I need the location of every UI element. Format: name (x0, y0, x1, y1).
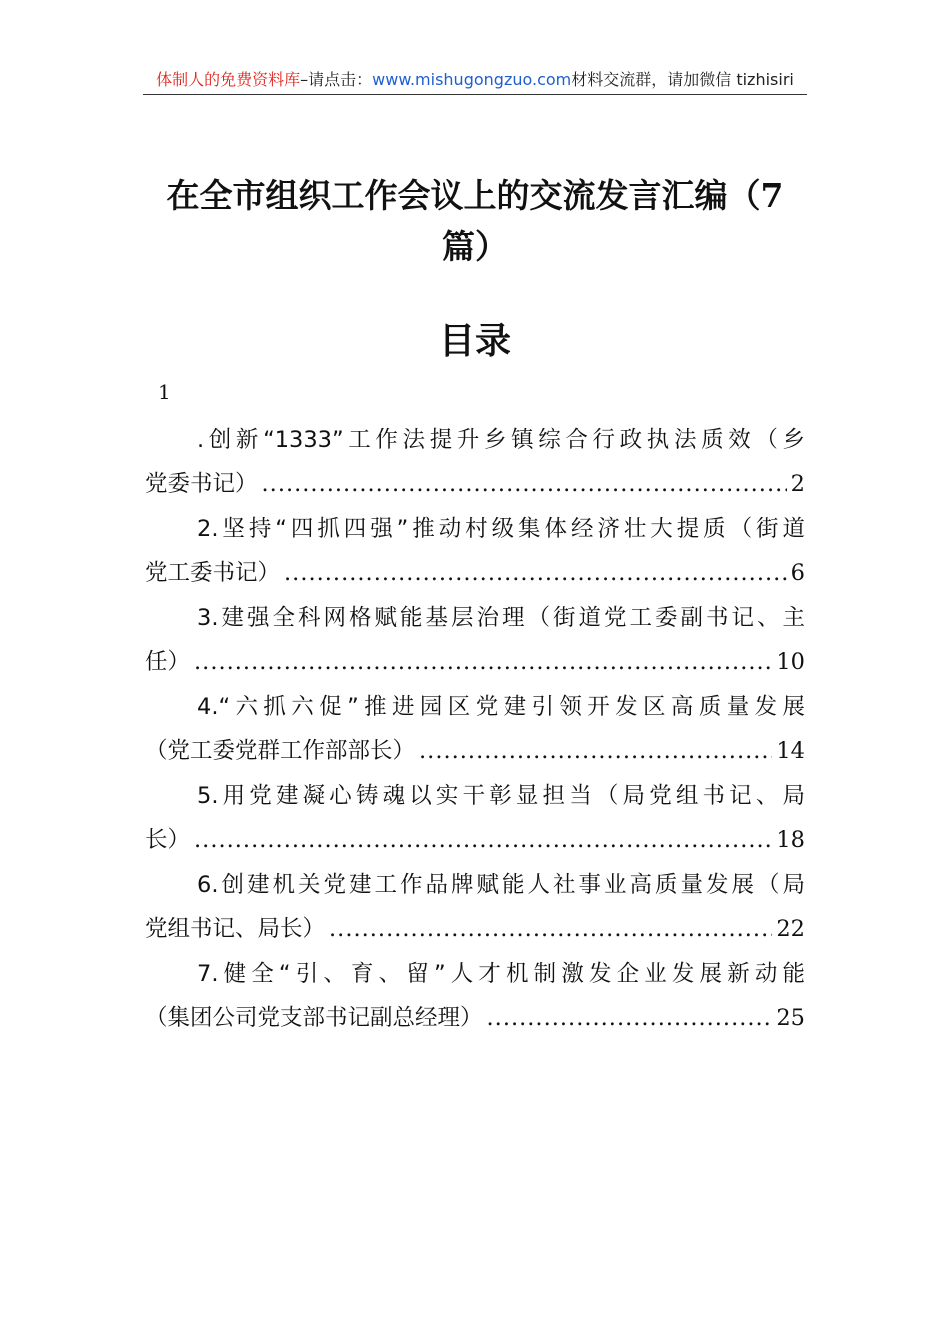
table-of-contents (145, 418, 805, 1041)
toc-entry-title: 3.建强全科网格赋能基层治理（街道党工委副书记、主 (197, 605, 805, 631)
toc-entry-title: 7.健全“引、育、留”人才机制激发企业发展新动能 (197, 961, 805, 987)
toc-page-number: 25 (776, 1005, 805, 1031)
toc-page-number: 6 (790, 560, 805, 586)
header-brand: 体制人的免费资料库 (156, 70, 301, 89)
toc-entry-title: 5.用党建凝心铸魂以实干彰显担当（局党组书记、局 (197, 783, 805, 809)
dot-leader (284, 551, 787, 595)
header-url-link[interactable]: www.mishugongzuo.com (372, 70, 572, 89)
toc-entry-title-cont: 任） (145, 649, 191, 675)
dot-leader (487, 996, 773, 1040)
dot-leader (194, 640, 772, 684)
toc-entry-1[interactable] (145, 418, 805, 507)
document-title: 在全市组织工作会议上的交流发言汇编（7篇） (166, 176, 784, 266)
toc-entry-title-cont: 长） (145, 827, 191, 853)
header-prompt: –请点击： (300, 70, 373, 89)
toc-entry-2[interactable] (145, 507, 805, 596)
toc-heading: 目录 (438, 320, 511, 362)
toc-entry-6[interactable] (145, 863, 805, 952)
dot-leader (419, 729, 772, 773)
toc-page-number: 2 (790, 471, 805, 497)
toc-entry-title-cont: 党委书记） (145, 471, 258, 497)
toc-entry-5[interactable] (145, 774, 805, 863)
header-contact: 材料交流群，请加微信 tizhisiri (571, 70, 794, 89)
toc-entry-3[interactable] (145, 596, 805, 685)
toc-page-number: 18 (776, 827, 805, 853)
page-header (143, 66, 807, 95)
toc-entry-title: 4.“六抓六促”推进园区党建引领开发区高质量发展 (197, 694, 805, 720)
toc-entry-title-cont: （集团公司党支部书记副总经理） (145, 1005, 483, 1031)
toc-page-number: 10 (776, 649, 805, 675)
toc-first-number: 1 (158, 380, 171, 404)
dot-leader (329, 907, 772, 951)
toc-entry-4[interactable] (145, 685, 805, 774)
dot-leader (262, 462, 787, 506)
toc-entry-7[interactable] (145, 952, 805, 1041)
toc-entry-title-cont: 党组书记、局长） (145, 916, 326, 942)
toc-entry-title-cont: 党工委书记） (145, 560, 281, 586)
toc-entry-title: 2.坚持“四抓四强”推动村级集体经济壮大提质（街道 (197, 516, 805, 542)
toc-entry-title: .创新“1333”工作法提升乡镇综合行政执法质效（乡 (197, 427, 805, 453)
dot-leader (194, 818, 772, 862)
toc-entry-title: 6.创建机关党建工作品牌赋能人社事业高质量发展（局 (197, 872, 805, 898)
toc-page-number: 14 (776, 738, 805, 764)
toc-entry-title-cont: （党工委党群工作部部长） (145, 738, 416, 764)
toc-page-number: 22 (776, 916, 805, 942)
